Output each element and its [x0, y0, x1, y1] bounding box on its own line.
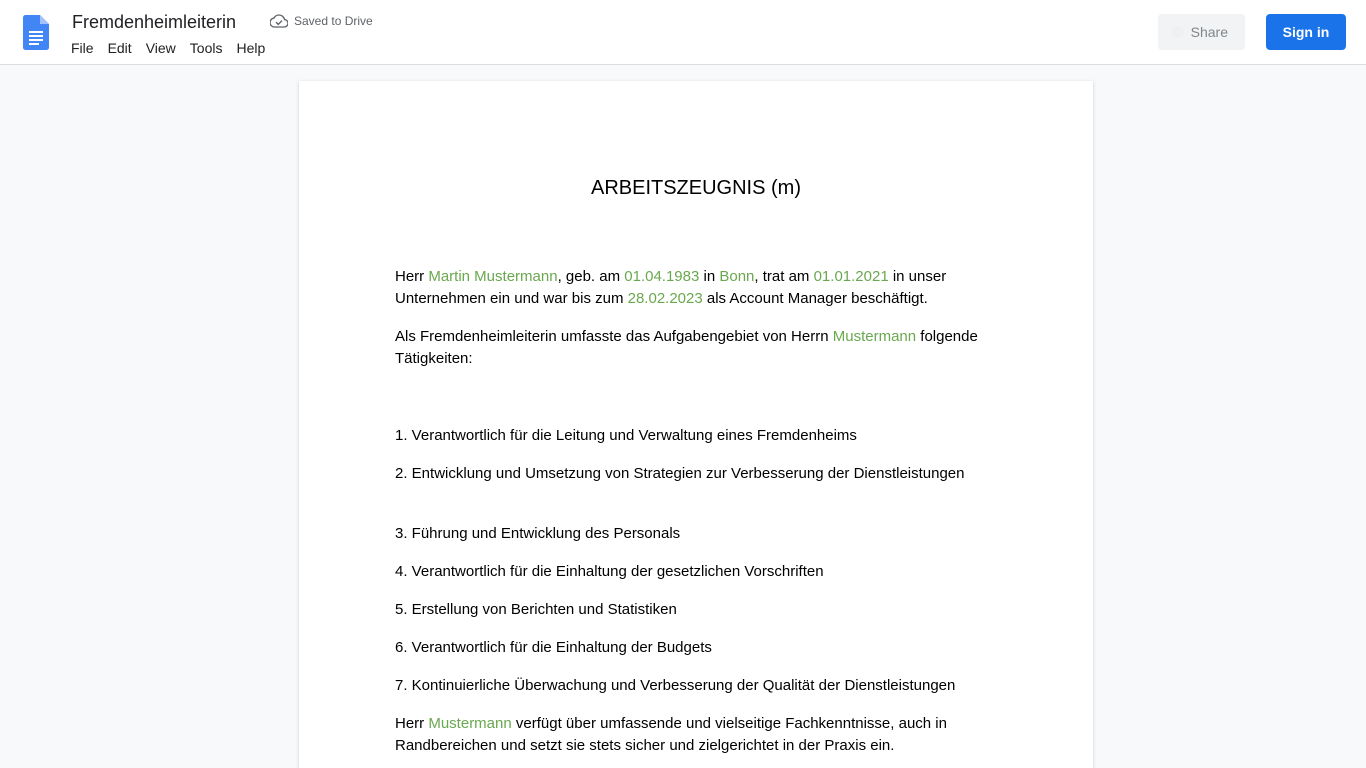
intro-trat: , trat am [754, 268, 814, 285]
task-item: 2. Entwicklung und Umsetzung von Strategien zur Verbesserung der Dienstleistungen [395, 465, 965, 482]
closing-rest: verfügt über umfassende und vielseitige Fachkenntnisse, auch in Randbereichen und setzt sie stets sicher und zielgerichtet in der Praxis ein. [395, 715, 947, 754]
menu-file[interactable]: File [71, 40, 94, 56]
save-status[interactable] [270, 13, 373, 29]
save-status-label: Saved to Drive [294, 14, 373, 28]
task-item: 7. Kontinuierliche Überwachung und Verbesserung der Qualität der Dienstleistungen [395, 677, 956, 694]
birth-city: Bonn [719, 268, 755, 285]
intro-rest1: in unser Unternehmen ein und war bis zum [395, 268, 947, 307]
tasks-intro-text: Als Fremdenheimleiterin umfasste das Aufgabengebiet von Herrn [395, 328, 833, 345]
document-heading: ARBEITSZEUGNIS (m) [590, 177, 801, 199]
sign-in-button[interactable]: Sign in [1266, 14, 1346, 50]
closing-herr: Herr [395, 715, 429, 732]
intro-herr: Herr [395, 268, 429, 285]
menu-help[interactable]: Help [236, 40, 266, 56]
intro-paragraph [395, 266, 999, 310]
employee-surname: Mustermann [428, 715, 512, 732]
google-docs-icon[interactable] [23, 15, 49, 50]
tasks-intro-rest: folgende Tätigkeiten: [395, 328, 978, 367]
employee-surname: Mustermann [832, 328, 917, 345]
cloud-done-icon [270, 14, 288, 28]
task-item: 3. Führung und Entwicklung des Personals [395, 525, 681, 542]
menu-view[interactable]: View [145, 40, 176, 56]
share-button[interactable] [1158, 14, 1245, 50]
task-item: 4. Verantwortlich für die Einhaltung der gesetzlichen Vorschriften [395, 563, 824, 580]
closing-paragraph [395, 713, 999, 757]
task-item: 6. Verantwortlich für die Einhaltung der Budgets [395, 639, 712, 656]
menu-edit[interactable]: Edit [107, 40, 132, 56]
employee-name: Martin Mustermann [428, 268, 558, 285]
intro-geb: , geb. am [557, 268, 625, 285]
intro-in: in [699, 268, 720, 285]
menu-tools[interactable]: Tools [189, 40, 223, 56]
lock-icon [1172, 26, 1184, 38]
task-item: 1. Verantwortlich für die Leitung und Verwaltung eines Fremdenheims [395, 427, 857, 444]
tasks-intro-paragraph [395, 326, 999, 370]
start-date: 01.01.2021 [813, 268, 889, 285]
menu-bar [64, 38, 272, 58]
share-label: Share [1190, 24, 1228, 40]
birth-date: 01.04.1983 [624, 268, 700, 285]
top-bar [0, 0, 1366, 65]
task-item: 5. Erstellung von Berichten und Statistiken [395, 601, 677, 618]
end-date: 28.02.2023 [627, 290, 703, 307]
document-page[interactable] [299, 81, 1093, 768]
document-title[interactable]: Fremdenheimleiterin [72, 12, 237, 32]
intro-rest2: als Account Manager beschäftigt. [702, 290, 928, 307]
